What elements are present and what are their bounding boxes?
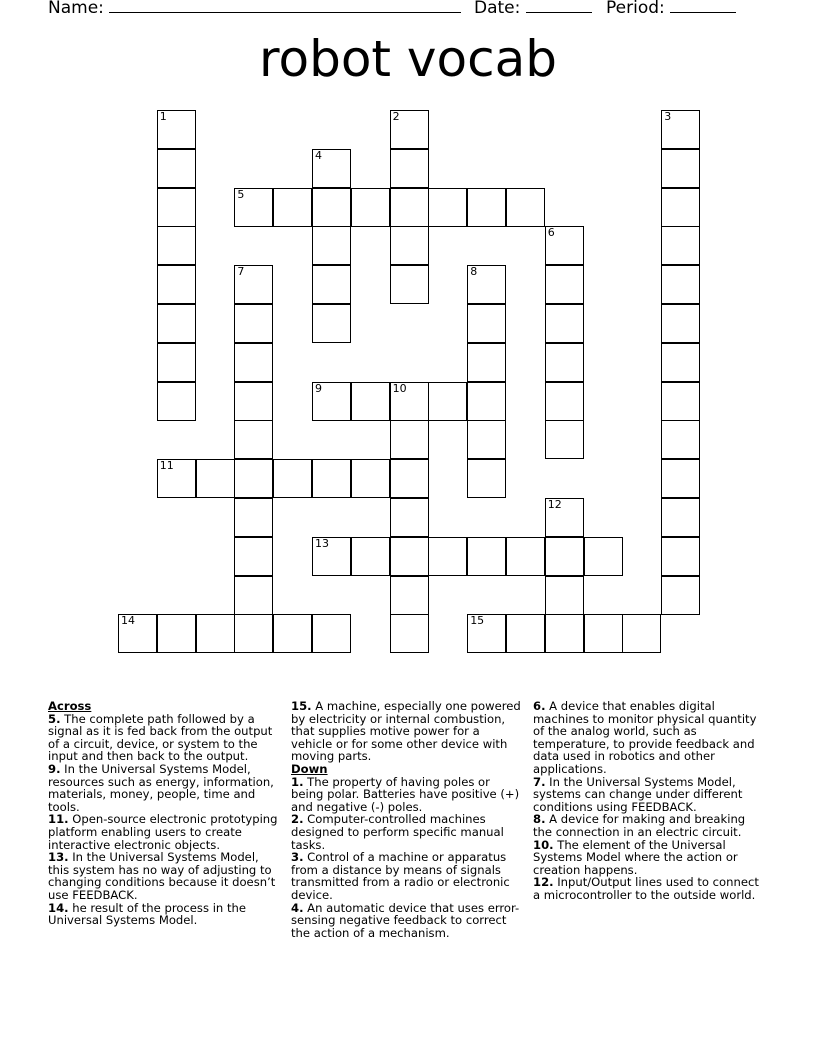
- crossword-cell[interactable]: [661, 149, 700, 188]
- date-label: Date:: [474, 0, 521, 18]
- crossword-cell[interactable]: [661, 188, 700, 227]
- clue-down-2: 2. Computer-controlled machines designed to perform specific manual tasks.: [291, 812, 504, 852]
- crossword-cell[interactable]: [506, 537, 545, 576]
- crossword-cell[interactable]: [467, 343, 506, 382]
- crossword-cell[interactable]: [428, 537, 467, 576]
- clues-column-2: [291, 700, 523, 939]
- crossword-cell[interactable]: [545, 498, 584, 537]
- clue-number: 15: [470, 614, 485, 628]
- crossword-cell[interactable]: [312, 149, 351, 188]
- crossword-cell[interactable]: [390, 420, 429, 459]
- crossword-cell[interactable]: [545, 614, 584, 653]
- crossword-cell[interactable]: [157, 382, 196, 421]
- clue-across-9: 9. In the Universal Systems Model, resources such as energy, information, materials, money, people, time and tools.: [48, 761, 274, 814]
- crossword-cell[interactable]: [312, 265, 351, 304]
- crossword-cell[interactable]: [467, 459, 506, 498]
- clue-number: 14: [121, 614, 135, 628]
- clue-down-12: 12. Input/Output lines used to connect a microcontroller to the outside world.: [533, 875, 759, 902]
- clue-across-14: 14. he result of the process in the Universal Systems Model.: [48, 900, 246, 928]
- clue-down-1: 1. The property of having poles or being polar. Batteries have positive (+) and negative (-) poles.: [291, 774, 520, 814]
- crossword-cell[interactable]: [157, 343, 196, 382]
- page-title: robot vocab: [259, 30, 557, 88]
- crossword-cell[interactable]: [157, 459, 196, 498]
- crossword-cell[interactable]: [351, 188, 390, 227]
- across-heading: Across: [48, 699, 92, 713]
- crossword-cell[interactable]: [312, 304, 351, 343]
- crossword-cell[interactable]: [661, 265, 700, 304]
- crossword-cell[interactable]: [234, 576, 273, 615]
- crossword-cell[interactable]: [273, 614, 312, 653]
- crossword-cell[interactable]: [196, 459, 235, 498]
- crossword-cell[interactable]: [312, 614, 351, 653]
- crossword-cell[interactable]: [467, 304, 506, 343]
- crossword-cell[interactable]: [545, 226, 584, 265]
- crossword-cell[interactable]: [273, 459, 312, 498]
- clue-number: 11: [159, 459, 174, 473]
- clue-number: 7: [237, 265, 245, 279]
- crossword-cell[interactable]: [234, 614, 273, 653]
- name-label: Name:: [48, 0, 104, 18]
- crossword-cell[interactable]: [661, 576, 700, 615]
- crossword-cell[interactable]: [234, 188, 273, 227]
- crossword-cell[interactable]: [157, 304, 196, 343]
- crossword-cell[interactable]: [390, 498, 429, 537]
- clue-across-13: 13. In the Universal Systems Model, this system has no way of adjusting to changing conditions because it doesn’t use FEEDBACK.: [48, 850, 276, 902]
- clue-down-8: 8. A device for making and breaking the connection in an electric circuit.: [533, 812, 746, 839]
- crossword-cell[interactable]: [234, 498, 273, 537]
- crossword-cell[interactable]: [157, 110, 196, 149]
- clue-number: 2: [392, 110, 400, 123]
- crossword-cell[interactable]: [661, 459, 700, 498]
- crossword-cell[interactable]: [157, 265, 196, 304]
- crossword-cell[interactable]: [661, 343, 700, 382]
- crossword-cell[interactable]: [118, 614, 157, 653]
- crossword-cell[interactable]: [545, 420, 584, 459]
- crossword-cell[interactable]: [661, 226, 700, 265]
- clue-number: 4: [315, 148, 322, 162]
- crossword-cell[interactable]: [467, 614, 506, 653]
- clue-down-6: 6. A device that enables digital machines to monitor physical quantity of the analog world, such as temperature, to provide feedback and data used in robotics and other applications.: [533, 699, 757, 776]
- crossword-cell[interactable]: [622, 614, 661, 653]
- crossword-cell[interactable]: [234, 537, 273, 576]
- crossword-cell[interactable]: [661, 537, 700, 576]
- clue-across-5: 5. The complete path followed by a signal as it is fed back from the output of a circuit, device, or system to the input and then back to the output.: [48, 711, 273, 764]
- crossword-cell[interactable]: [467, 382, 506, 421]
- period-label: Period:: [606, 0, 665, 18]
- crossword-cell[interactable]: [351, 459, 390, 498]
- crossword-cell[interactable]: [390, 149, 429, 188]
- crossword-cell[interactable]: [390, 576, 429, 615]
- crossword-cell[interactable]: [312, 382, 351, 421]
- crossword-cell[interactable]: [390, 226, 429, 265]
- crossword-cell[interactable]: [390, 459, 429, 498]
- crossword-cell[interactable]: [351, 537, 390, 576]
- crossword-cell[interactable]: [506, 188, 545, 227]
- clue-down-3: 3. Control of a machine or apparatus from a distance by means of signals transmitted from a radio or electronic device.: [291, 850, 510, 902]
- crossword-cell[interactable]: [428, 188, 467, 227]
- crossword-cell[interactable]: [312, 537, 351, 576]
- crossword-cell[interactable]: [661, 420, 700, 459]
- clue-down-7: 7. In the Universal Systems Model, systems can change under different conditions using FEEDBACK.: [533, 774, 743, 814]
- clue-down-10: 10. The element of the Universal Systems Model where the action or creation happens.: [533, 837, 738, 877]
- crossword-cell[interactable]: [312, 188, 351, 227]
- crossword-cell[interactable]: [196, 614, 235, 653]
- crossword-cell[interactable]: [545, 382, 584, 421]
- crossword-cell[interactable]: [157, 188, 196, 227]
- crossword-cell[interactable]: [467, 188, 506, 227]
- crossword-cell[interactable]: [584, 614, 623, 653]
- crossword-cell[interactable]: [428, 382, 467, 421]
- clue-across-11: 11. Open-source electronic prototyping platform enabling users to create interactive electronic objects.: [48, 812, 278, 852]
- crossword-cell[interactable]: [312, 226, 351, 265]
- crossword-cell[interactable]: [506, 614, 545, 653]
- crossword-cell[interactable]: [545, 537, 584, 576]
- crossword-cell[interactable]: [273, 188, 312, 227]
- crossword-cell[interactable]: [390, 537, 429, 576]
- clues-column-3: [533, 700, 765, 902]
- crossword-cell[interactable]: [545, 304, 584, 343]
- crossword-cell[interactable]: [390, 188, 429, 227]
- crossword-cell[interactable]: [661, 382, 700, 421]
- crossword-cell[interactable]: [157, 226, 196, 265]
- clue-number: 6: [547, 226, 555, 240]
- clues-column-1: [48, 700, 280, 927]
- crossword-cell[interactable]: [467, 420, 506, 459]
- crossword-cell[interactable]: [157, 149, 196, 188]
- crossword-cell[interactable]: [661, 304, 700, 343]
- clue-number: 13: [315, 536, 329, 550]
- crossword-cell[interactable]: [467, 537, 506, 576]
- clue-number: 3: [664, 110, 672, 123]
- crossword-cell[interactable]: [157, 614, 196, 653]
- clue-number: 8: [470, 265, 478, 279]
- down-heading: Down: [291, 761, 328, 776]
- crossword-cell[interactable]: [467, 265, 506, 304]
- clue-across-15: 15. A machine, especially one powered by electricity or internal combustion, that supplies motive power for a vehicle or for some other device with moving parts.: [291, 699, 521, 764]
- crossword-cell[interactable]: [390, 614, 429, 653]
- clue-number: 9: [315, 381, 322, 395]
- crossword-cell[interactable]: [234, 382, 273, 421]
- clue-number: 5: [237, 187, 245, 201]
- crossword-cell[interactable]: [545, 576, 584, 615]
- crossword-cell[interactable]: [234, 420, 273, 459]
- crossword-cell[interactable]: [661, 498, 700, 537]
- crossword-cell[interactable]: [312, 459, 351, 498]
- clue-down-4: 4. An automatic device that uses error-sensing negative feedback to correct the action of a mechanism.: [291, 900, 520, 940]
- crossword-cell[interactable]: [234, 304, 273, 343]
- crossword-cell[interactable]: [545, 343, 584, 382]
- crossword-cell[interactable]: [390, 265, 429, 304]
- crossword-cell[interactable]: [390, 110, 429, 149]
- clue-number: 12: [547, 498, 562, 511]
- clue-number: 10: [392, 381, 407, 395]
- crossword-cell[interactable]: [661, 110, 700, 149]
- crossword-cell[interactable]: [390, 382, 429, 421]
- crossword-cell[interactable]: [351, 382, 390, 421]
- crossword-cell[interactable]: [234, 459, 273, 498]
- crossword-cell[interactable]: [584, 537, 623, 576]
- clue-number: 1: [159, 110, 167, 123]
- crossword-cell[interactable]: [545, 265, 584, 304]
- crossword-cell[interactable]: [234, 343, 273, 382]
- crossword-cell[interactable]: [234, 265, 273, 304]
